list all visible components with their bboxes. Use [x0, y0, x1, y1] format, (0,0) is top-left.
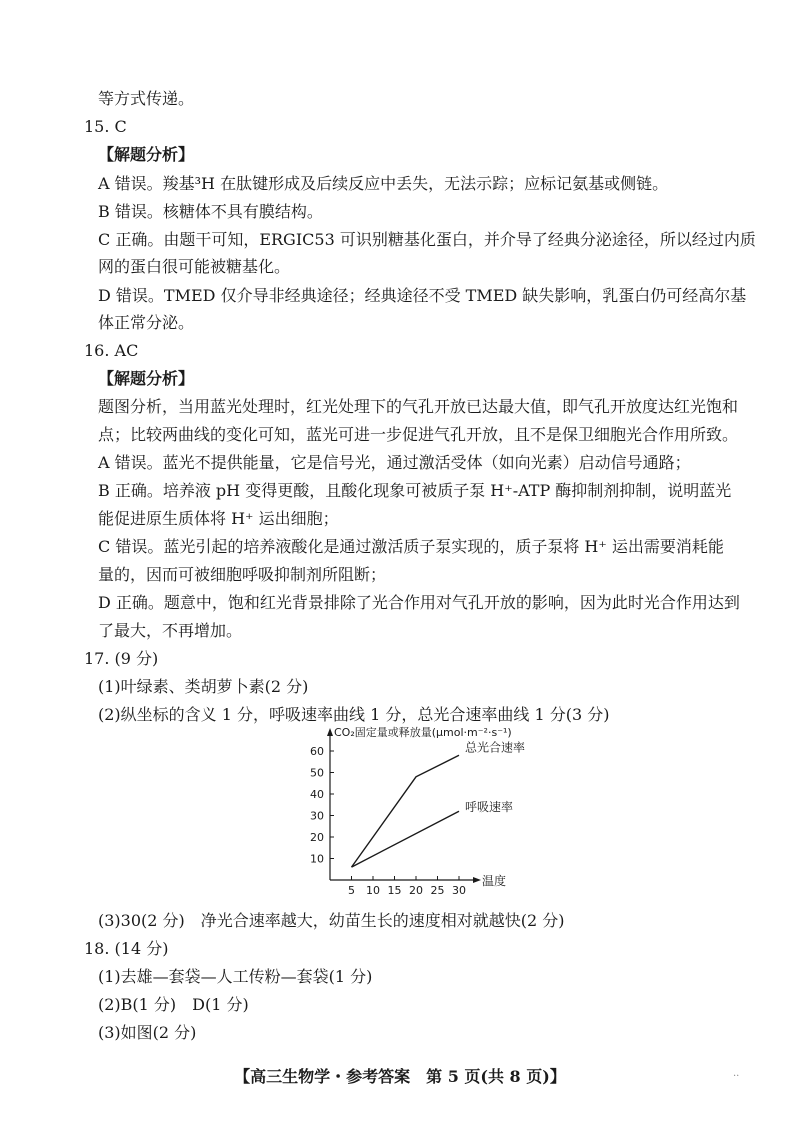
text-line: 体正常分泌。: [98, 313, 195, 332]
footer-mark: ..: [733, 1068, 740, 1079]
question-number-16: 16. AC: [84, 341, 139, 360]
text-line: (3)如图(2 分): [98, 1023, 197, 1042]
series-label: 呼吸速率: [465, 800, 514, 815]
chart-series: [352, 739, 526, 867]
text-line: A 错误。蓝光不提供能量，它是信号光，通过激活受体（如向光素）启动信号通路；: [98, 453, 691, 472]
series-label: 总光合速率: [465, 740, 526, 755]
page-footer: 【高三生物学・参考答案 第 5 页(共 8 页)】: [234, 1067, 566, 1086]
text-line: 量的，因而可被细胞呼吸抑制剂所阻断；: [98, 565, 387, 584]
text-line: (1)去雄—套袋—人工传粉—套袋(1 分): [98, 967, 373, 986]
text-line: D 正确。题意中，饱和红光背景排除了光合作用对气孔开放的影响，因为此时光合作用达到: [98, 593, 740, 612]
x-axis-label: 温度: [482, 874, 507, 888]
text-line: 网的蛋白很可能被糖基化。: [98, 257, 291, 276]
x-tick-label: 30: [452, 884, 466, 897]
x-axis-arrow: [473, 877, 481, 883]
y-axis-arrow: [327, 728, 333, 736]
text-line: (2)纵坐标的含义 1 分，呼吸速率曲线 1 分，总光合速率曲线 1 分(3 分): [98, 705, 610, 724]
x-tick-label: 25: [430, 884, 445, 897]
series-line-respiration: [352, 811, 460, 867]
y-tick-label: 30: [310, 809, 324, 823]
chart-ticks: [310, 745, 466, 897]
x-tick-label: 15: [387, 884, 402, 897]
text-line: 了最大，不再增加。: [98, 621, 243, 640]
text-line: 题图分析，当用蓝光处理时，红光处理下的气孔开放已达最大值，即气孔开放度达红光饱和: [98, 397, 739, 416]
x-tick-label: 20: [409, 884, 423, 897]
x-tick-label: 10: [366, 884, 380, 897]
y-tick-label: 20: [310, 831, 324, 844]
text-line: B 错误。核糖体不具有膜结构。: [98, 202, 323, 221]
chart-axes: [327, 728, 481, 883]
series-line-gross-photosynthesis: [352, 755, 460, 867]
text-line: C 正确。由题干可知，ERGIC53 可识别糖基化蛋白，并介导了经典分泌途径，所以经过内质: [98, 230, 756, 249]
text-line: A 错误。羧基³H 在肽键形成及后续反应中丢失，无法示踪；应标记氨基或侧链。: [98, 174, 669, 193]
question-number-18: 18. (14 分): [84, 939, 169, 958]
x-tick-label: 5: [348, 884, 355, 897]
y-tick-label: 40: [310, 788, 324, 801]
text-line: 能促进原生质体将 H⁺ 运出细胞；: [98, 509, 339, 528]
question-number-17: 17. (9 分): [84, 649, 159, 668]
y-tick-label: 60: [310, 745, 324, 758]
text-line: (1)叶绿素、类胡萝卜素(2 分): [98, 677, 309, 696]
co2-temperature-chart: [270, 722, 540, 902]
y-tick-label: 10: [310, 852, 324, 866]
text-line: (3)30(2 分) 净光合速率越大，幼苗生长的速度相对就越快(2 分): [98, 911, 565, 930]
text-line: (2)B(1 分) D(1 分): [98, 995, 249, 1014]
question-number-15: 15. C: [84, 117, 127, 136]
y-tick-label: 50: [310, 766, 324, 780]
text-line: 点；比较两曲线的变化可知，蓝光可进一步促进气孔开放，且不是保卫细胞光合作用所致。: [98, 425, 739, 444]
text-line: C 错误。蓝光引起的培养液酸化是通过激活质子泵实现的，质子泵将 H⁺ 运出需要消耗能: [98, 537, 724, 556]
text-line: 等方式传递。: [98, 89, 195, 108]
analysis-heading: 【解题分析】: [98, 369, 195, 388]
analysis-heading: 【解题分析】: [98, 145, 195, 164]
text-line: B 正确。培养液 pH 变得更酸，且酸化现象可被质子泵 H⁺-ATP 酶抑制剂抑制，说明蓝光: [98, 481, 732, 500]
y-axis-label: CO₂固定量或释放量(μmol·m⁻²·s⁻¹): [334, 726, 512, 739]
text-line: D 错误。TMED 仅介导非经典途径；经典途径不受 TMED 缺失影响，乳蛋白仍可经高尔基: [98, 286, 747, 305]
